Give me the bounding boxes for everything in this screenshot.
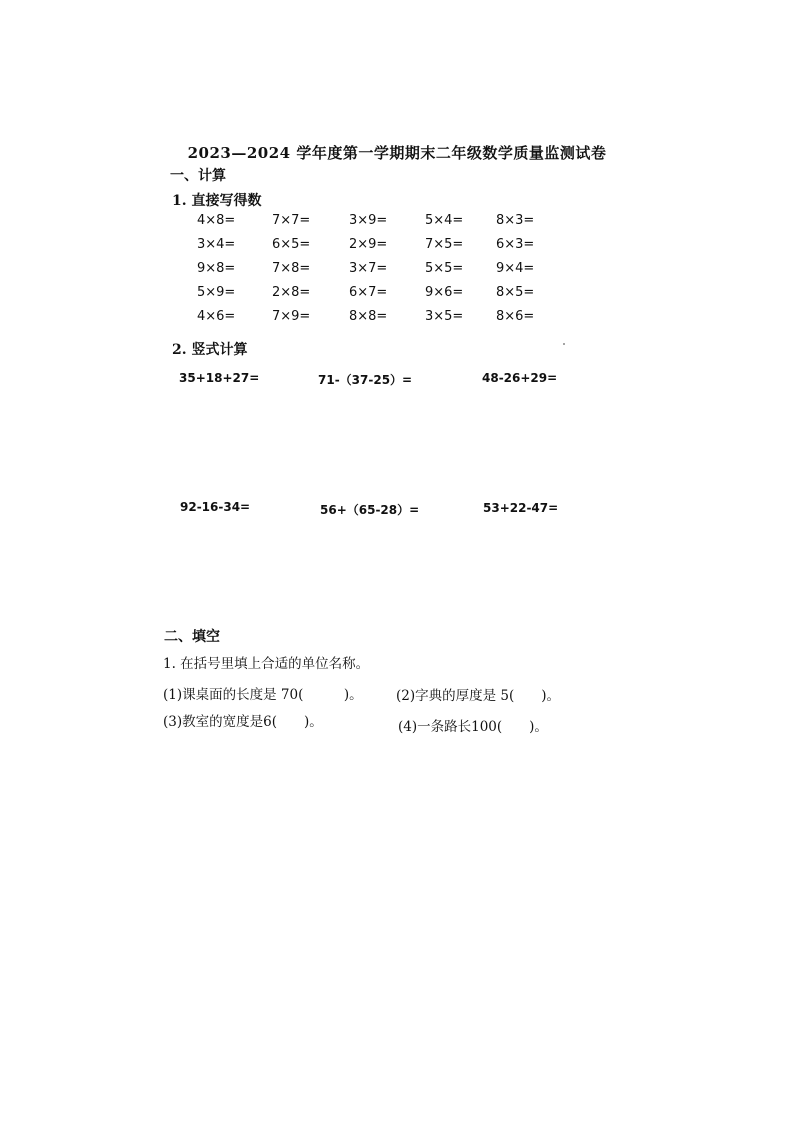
problem: 8×5= [496,285,535,300]
problem: 2×8= [272,285,311,300]
problem: 5×9= [197,285,236,300]
problem: 8×6= [496,309,535,324]
section1-heading: 一、计算 [170,168,226,184]
problem: 2×9= [349,237,388,252]
vertical-problem: 56+（65-28）= [320,503,420,517]
problem: 6×7= [349,285,388,300]
fill-in-item: (1)课桌面的长度是 70( )。 [163,687,363,703]
fill-in-item: (3)教室的宽度是6( )。 [163,714,323,730]
problem: 7×7= [272,213,311,228]
problem: 3×5= [425,309,464,324]
vertical-problem: 48-26+29= [482,371,558,385]
problem: 3×4= [197,237,236,252]
problem: 7×9= [272,309,311,324]
exam-title: 2023—2024 学年度第一学期期末二年级数学质量监测试卷 [187,144,607,162]
vertical-problem: 71-（37-25）= [318,373,413,387]
fill-in-question-heading: 1. 在括号里填上合适的单位名称。 [163,656,370,672]
problem: 9×8= [197,261,236,276]
problem: 6×3= [496,237,535,252]
scan-speck [563,343,565,345]
problem: 9×6= [425,285,464,300]
part2-heading: 2. 竖式计算 [172,342,248,358]
fill-in-item: (2)字典的厚度是 5( )。 [396,688,561,704]
problem: 9×4= [496,261,535,276]
problem: 7×5= [425,237,464,252]
problem: 5×4= [425,213,464,228]
problem: 7×8= [272,261,311,276]
problem: 3×9= [349,213,388,228]
problem: 4×6= [197,309,236,324]
problem: 5×5= [425,261,464,276]
problem: 4×8= [197,213,236,228]
fill-in-item: (4)一条路长100( )。 [398,719,548,735]
problem: 3×7= [349,261,388,276]
problem: 8×8= [349,309,388,324]
section2-heading: 二、填空 [164,629,220,645]
part1-heading: 1. 直接写得数 [172,193,262,209]
vertical-problem: 53+22-47= [483,501,559,515]
vertical-problem: 35+18+27= [179,371,260,385]
problem: 8×3= [496,213,535,228]
vertical-problem: 92-16-34= [180,500,251,514]
problem: 6×5= [272,237,311,252]
